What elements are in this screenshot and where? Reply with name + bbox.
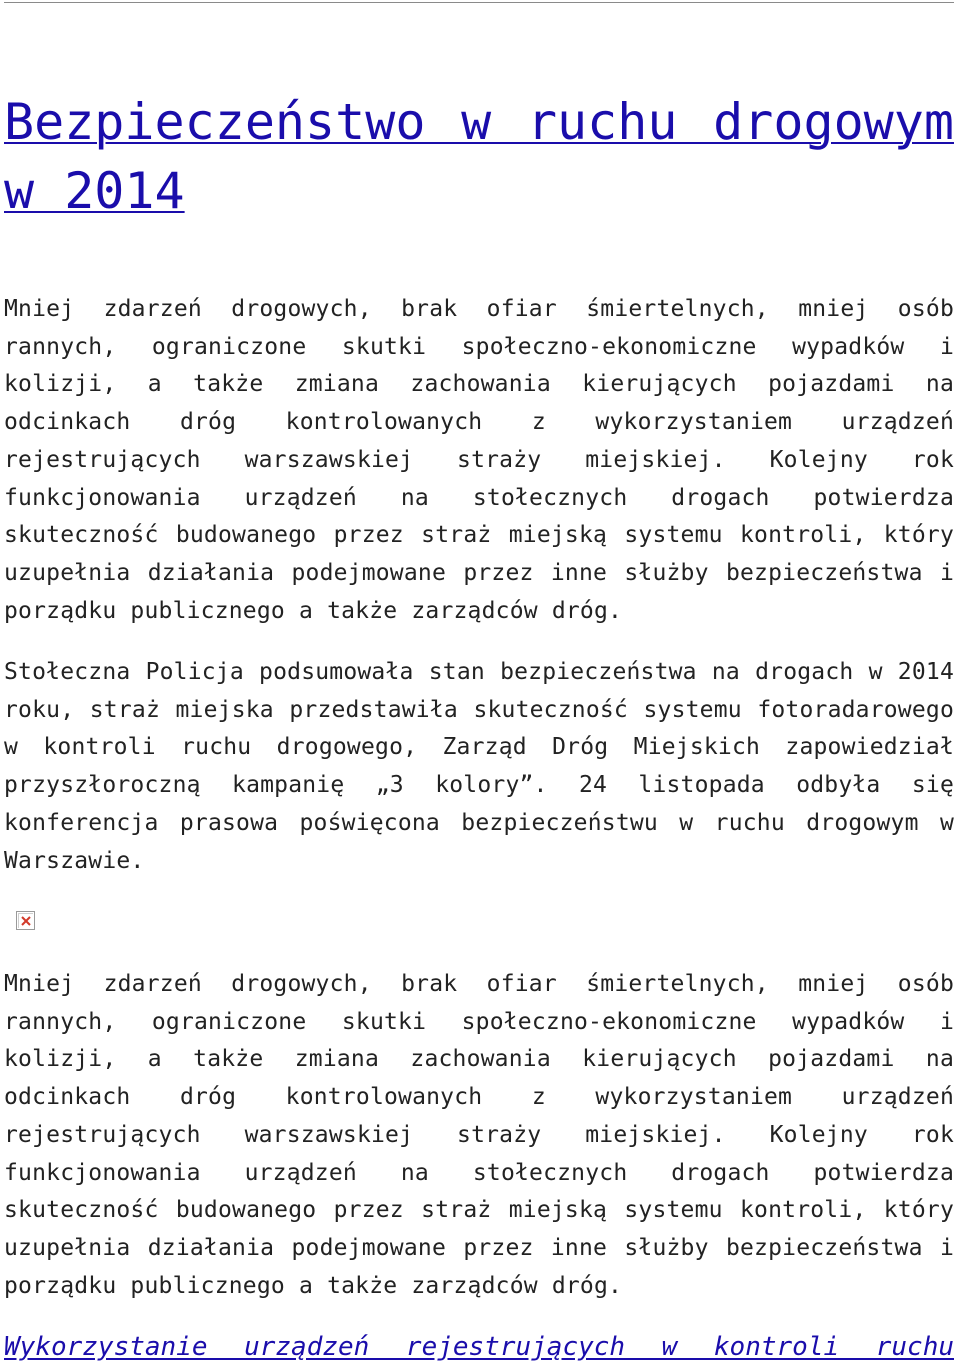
article-title-link[interactable]: Bezpieczeństwo w ruchu drogowym w 2014: [4, 93, 954, 220]
article-title: [4, 88, 954, 226]
article-paragraph: Mniej zdarzeń drogowych, brak ofiar śmiertelnych, mniej osób rannych, ograniczone skutki społeczno-ekonomiczne wypadków i kolizji, a także zmiana zachowania kierujących pojazdami na odcinkach dróg kontrolowanych z wykorzystaniem urządzeń rejestrujących warszawskiej straży miejskiej. Kolejny rok funkcjonowania urządzeń na stołecznych drogach potwierdza skuteczność budowanego przez straż miejską systemu kontroli, który uzupełnia działania podejmowane przez inne służby bezpieczeństwa i porządku publicznego a także zarządców dróg.: [4, 296, 954, 624]
subheading: [4, 1327, 954, 1367]
subheading-link[interactable]: Wykorzystanie urządzeń rejestrujących w kontroli ruchu: [4, 1332, 954, 1362]
close-icon: [21, 916, 31, 926]
top-divider: [4, 2, 954, 3]
broken-image-icon: [16, 911, 35, 930]
article-paragraph: Mniej zdarzeń drogowych, brak ofiar śmiertelnych, mniej osób rannych, ograniczone skutki społeczno-ekonomiczne wypadków i kolizji, a także zmiana zachowania kierujących pojazdami na odcinkach dróg kontrolowanych z wykorzystaniem urządzeń rejestrujących warszawskiej straży miejskiej. Kolejny rok funkcjonowania urządzeń na stołecznych drogach potwierdza skuteczność budowanego przez straż miejską systemu kontroli, który uzupełnia działania podejmowane przez inne służby bezpieczeństwa i porządku publicznego a także zarządców dróg.: [4, 971, 954, 1299]
article-paragraph: Stołeczna Policja podsumowała stan bezpieczeństwa na drogach w 2014 roku, straż miejska przedstawiła skuteczność systemu fotoradarowego w kontroli ruchu drogowego, Zarząd Dróg Miejskich zapowiedział przyszłoroczną kampanię „3 kolory”. 24 listopada odbyła się konferencja prasowa poświęcona bezpieczeństwu w ruchu drogowym w Warszawie.: [4, 659, 954, 874]
